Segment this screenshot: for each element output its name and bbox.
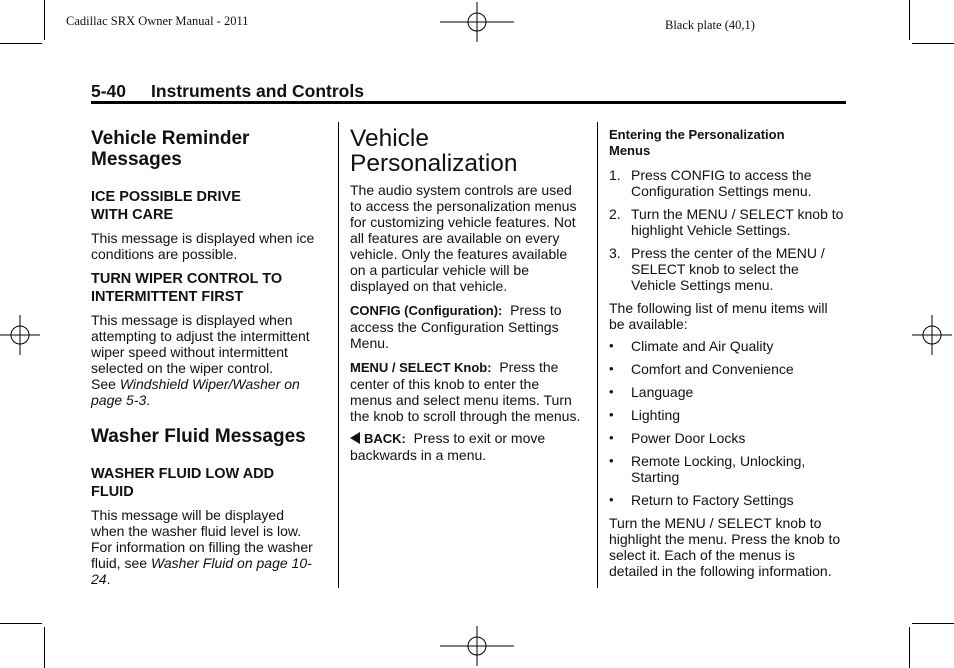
paragraph-intro: The audio system controls are used to access the personalization menus for customizing vehicle features. Not all features are available on every vehicle. Only the features available on a particular vehicle will be displayed on that vehicle. bbox=[350, 182, 577, 294]
list-item bbox=[609, 206, 846, 238]
crop-mark bbox=[44, 0, 45, 40]
menu-item: Power Door Locks bbox=[631, 430, 746, 446]
washer-text: This message will be displayed when the washer fluid level is low. For information on filling the washer fluid, see bbox=[91, 507, 313, 571]
menu-item: Comfort and Convenience bbox=[631, 361, 794, 377]
subheading-washer-low: WASHER FLUID LOW ADD FLUID bbox=[91, 466, 275, 500]
header-rule bbox=[91, 101, 846, 104]
list-item bbox=[609, 407, 846, 423]
back-text: Press to exit or move backwards in a menu. bbox=[350, 430, 546, 463]
paragraph-ice: This message is displayed when ice conditions are possible. bbox=[91, 230, 315, 262]
manual-title: Cadillac SRX Owner Manual - 2011 bbox=[66, 14, 249, 28]
period: . bbox=[106, 571, 111, 587]
menu-items-list bbox=[609, 338, 846, 508]
list-item bbox=[609, 245, 846, 293]
config-label: CONFIG (Configuration): bbox=[350, 303, 503, 318]
cross-reference-link[interactable]: Windshield Wiper/Washer on page 5-3 bbox=[91, 376, 300, 408]
step-number: 2. bbox=[609, 206, 621, 222]
menu-item: Remote Locking, Unlocking, Starting bbox=[631, 453, 806, 485]
bullet-icon: • bbox=[609, 492, 614, 507]
list-item bbox=[609, 453, 846, 485]
step-number: 3. bbox=[609, 245, 621, 261]
heading-washer-fluid: Washer Fluid Messages bbox=[91, 426, 306, 447]
menu-item: Lighting bbox=[631, 407, 681, 423]
subheading-wiper: TURN WIPER CONTROL TO INTERMITTENT FIRST bbox=[91, 271, 283, 305]
list-item bbox=[609, 492, 846, 508]
crop-mark bbox=[912, 623, 954, 624]
list-item bbox=[609, 361, 846, 377]
crop-mark bbox=[912, 43, 954, 44]
cross-reference-link[interactable]: Washer Fluid on page 10-24 bbox=[91, 555, 312, 587]
registration-mark-icon bbox=[440, 626, 514, 666]
list-item bbox=[609, 384, 846, 400]
paragraph-outro: Turn the MENU / SELECT knob to highlight the menu. Press the knob to select it. Each of the menus is detailed in the following information. bbox=[609, 515, 841, 579]
bullet-icon: • bbox=[609, 338, 614, 353]
step-text: Turn the MENU / SELECT knob to highlight Vehicle Settings. bbox=[631, 206, 844, 238]
paragraph-back bbox=[350, 430, 584, 463]
bullet-icon: • bbox=[609, 407, 614, 422]
column-divider bbox=[597, 122, 598, 588]
config-text: Press to access the Configuration Settings Menu. bbox=[350, 302, 562, 351]
column-left bbox=[91, 128, 331, 587]
step-text: Press the center of the MENU / SELECT knob to select the Vehicle Settings menu. bbox=[631, 245, 825, 293]
back-label: BACK: bbox=[364, 431, 406, 446]
see-text: See bbox=[91, 376, 120, 392]
section-header bbox=[91, 81, 364, 102]
step-text: Press CONFIG to access the Configuration Settings menu. bbox=[631, 167, 812, 199]
crop-mark bbox=[0, 43, 42, 44]
column-middle bbox=[350, 126, 584, 463]
menu-item: Language bbox=[631, 384, 694, 400]
step-number: 1. bbox=[609, 167, 621, 183]
paragraph-config bbox=[350, 302, 584, 351]
menu-item: Return to Factory Settings bbox=[631, 492, 794, 508]
registration-mark-icon bbox=[912, 315, 952, 355]
bullet-icon: • bbox=[609, 384, 614, 399]
paragraph-washer bbox=[91, 507, 319, 587]
paragraph-wiper-see bbox=[91, 376, 331, 408]
crop-mark bbox=[909, 0, 910, 40]
registration-mark-icon bbox=[440, 2, 514, 42]
section-title: Instruments and Controls bbox=[151, 81, 364, 101]
crop-mark bbox=[909, 627, 910, 668]
knob-text: Press the center of this knob to enter the menus and select menu items. Turn the knob to scroll through the menus. bbox=[350, 359, 581, 424]
paragraph-list-intro: The following list of menu items will be available: bbox=[609, 300, 828, 332]
crop-mark bbox=[44, 627, 45, 668]
subheading-ice: ICE POSSIBLE DRIVE WITH CARE bbox=[91, 189, 241, 223]
column-right bbox=[609, 127, 846, 579]
knob-label: MENU / SELECT Knob: bbox=[350, 360, 492, 375]
paragraph-wiper: This message is displayed when attempting to adjust the intermittent wiper speed without intermittent selected on the wiper control. bbox=[91, 312, 310, 376]
back-arrow-icon bbox=[350, 432, 360, 444]
list-item bbox=[609, 338, 846, 354]
menu-item: Climate and Air Quality bbox=[631, 338, 774, 354]
heading-vehicle-personalization: Vehicle Personalization bbox=[350, 125, 518, 177]
registration-mark-icon bbox=[0, 315, 40, 355]
paragraph-knob bbox=[350, 359, 584, 424]
steps-list bbox=[609, 167, 846, 293]
bullet-icon: • bbox=[609, 430, 614, 445]
column-divider bbox=[338, 122, 339, 588]
list-item bbox=[609, 167, 846, 199]
page-number: 5-40 bbox=[91, 81, 127, 101]
crop-mark bbox=[0, 623, 42, 624]
heading-entering-menus: Entering the Personalization Menus bbox=[609, 127, 785, 158]
heading-reminder-messages: Vehicle Reminder Messages bbox=[91, 128, 250, 170]
list-item bbox=[609, 430, 846, 446]
period: . bbox=[146, 392, 151, 408]
bullet-icon: • bbox=[609, 453, 614, 468]
plate-label: Black plate (40,1) bbox=[665, 18, 755, 32]
bullet-icon: • bbox=[609, 361, 614, 376]
